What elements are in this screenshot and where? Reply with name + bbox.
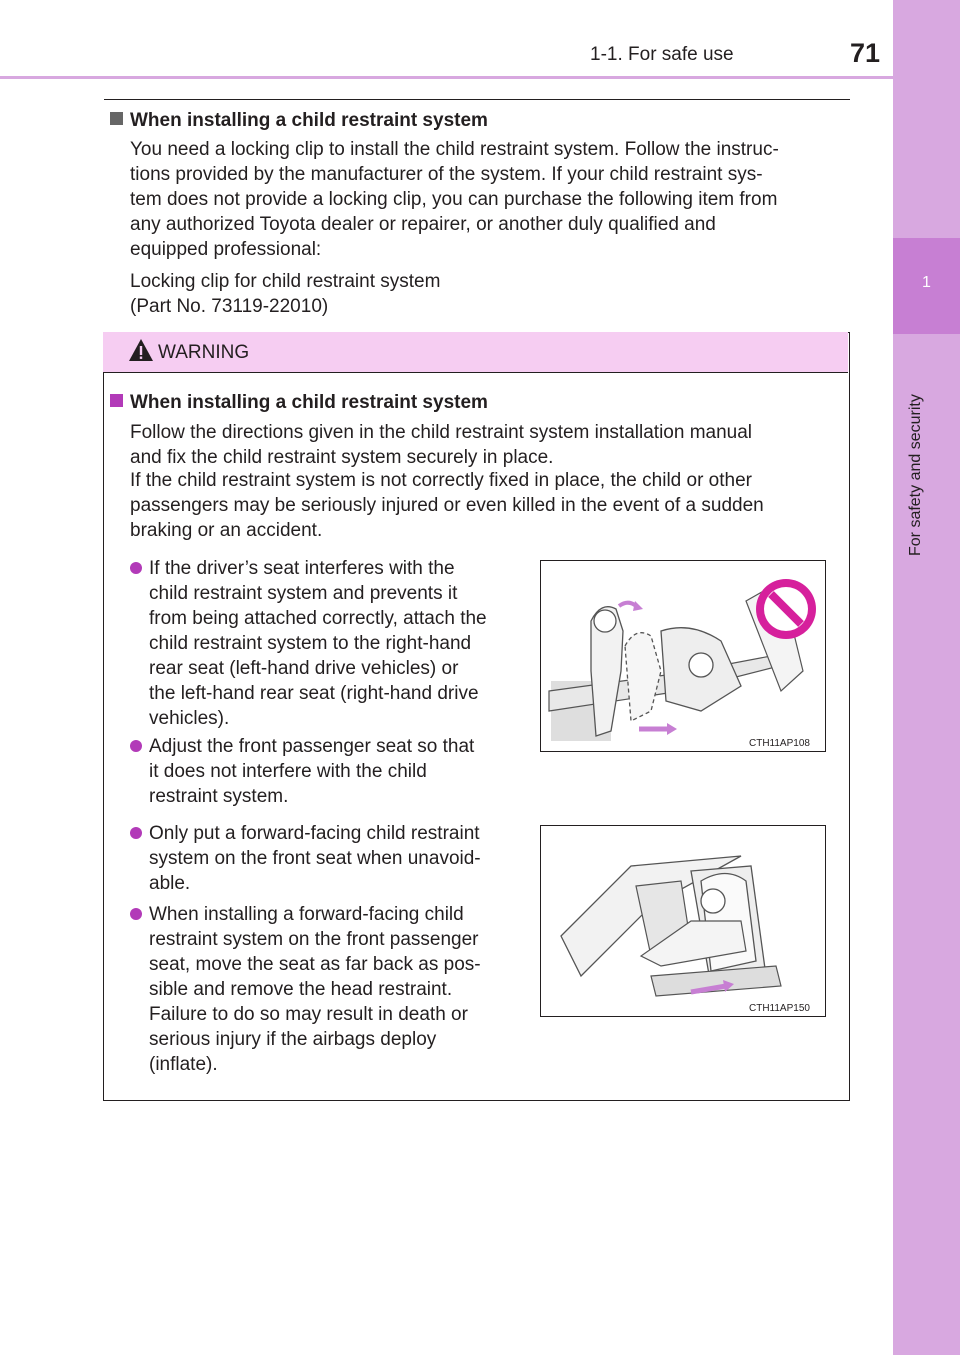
warning-line-5: braking or an accident.	[130, 520, 323, 541]
part-name: Locking clip for child restraint system	[130, 271, 441, 292]
intro-line-3: tem does not provide a locking clip, you can purchase the following item from	[130, 189, 778, 210]
bullet-line: If the driver’s seat interferes with the	[149, 558, 455, 579]
chapter-label: For safety and security	[907, 394, 924, 556]
warning-line-3: If the child restraint system is not correctly fixed in place, the child or other	[130, 470, 752, 491]
chapter-number: 1	[922, 274, 931, 291]
bullet-line: rear seat (left-hand drive vehicles) or	[149, 658, 459, 679]
section-title: 1-1. For safe use	[590, 44, 734, 65]
bullet-line: able.	[149, 873, 191, 894]
bullet-item	[130, 821, 520, 896]
bullet-line: child restraint system to the right-hand	[149, 633, 472, 654]
figure-rear-seat-interference	[540, 560, 826, 752]
bullet-line: system on the front seat when unavoid-	[149, 848, 481, 869]
chapter-label-wrapper	[903, 356, 927, 556]
square-bullet-icon	[110, 394, 123, 407]
bullet-line: (inflate).	[149, 1054, 218, 1075]
warning-title: WARNING	[158, 342, 250, 363]
bullet-line: it does not interfere with the child	[149, 761, 427, 782]
bullet-line: serious injury if the airbags deploy	[149, 1029, 437, 1050]
bullet-line: When installing a forward-facing child	[149, 904, 464, 925]
intro-line-2: tions provided by the manufacturer of the system. If your child restraint sys-	[130, 164, 763, 185]
warning-line-2: and fix the child restraint system securely in place.	[130, 447, 554, 468]
bullet-item	[130, 902, 520, 1077]
warning-line-1: Follow the directions given in the child restraint system installation manual	[130, 422, 753, 443]
bullet-dot-icon	[130, 740, 142, 752]
square-bullet-icon	[110, 112, 123, 125]
header-divider	[0, 76, 893, 79]
figure-code: CTH11AP150	[749, 1003, 810, 1014]
bullet-line: the left-hand rear seat (right-hand drive	[149, 683, 479, 704]
bullet-line: sible and remove the head restraint.	[149, 979, 453, 1000]
part-number: (Part No. 73119-22010)	[130, 296, 329, 317]
warning-triangle-icon	[128, 338, 154, 362]
section-heading	[110, 110, 488, 132]
content-top-rule	[104, 99, 850, 100]
page-number: 71	[850, 38, 881, 68]
section-heading-text: When installing a child restraint system	[130, 110, 488, 131]
warning-line-4: passengers may be seriously injured or even killed in the event of a sudden	[130, 495, 764, 516]
bullet-line: restraint system.	[149, 786, 289, 807]
bullet-line: restraint system on the front passenger	[149, 929, 479, 950]
bullet-line: seat, move the seat as far back as pos-	[149, 954, 481, 975]
illustration-driver-seat-icon	[541, 561, 825, 751]
bullet-dot-icon	[130, 562, 142, 574]
bullet-dot-icon	[130, 827, 142, 839]
figure-code: CTH11AP108	[749, 738, 810, 749]
bullet-item	[130, 556, 520, 731]
bullet-line: Adjust the front passenger seat so that	[149, 736, 475, 757]
bullet-item	[130, 734, 520, 809]
illustration-forward-facing-seat-icon	[541, 826, 825, 1016]
bullet-line: Failure to do so may result in death or	[149, 1004, 468, 1025]
bullet-line: from being attached correctly, attach the	[149, 608, 487, 629]
chapter-number-tab	[893, 238, 960, 334]
bullet-line: child restraint system and prevents it	[149, 583, 458, 604]
warning-heading	[110, 392, 488, 414]
intro-line-5: equipped professional:	[130, 239, 322, 260]
bullet-dot-icon	[130, 908, 142, 920]
chapter-side-tab	[893, 0, 960, 1355]
bullet-line: vehicles).	[149, 708, 230, 729]
intro-line-1: You need a locking clip to install the child restraint system. Follow the instruc-	[130, 139, 779, 160]
warning-heading-text: When installing a child restraint system	[130, 392, 488, 413]
intro-line-4: any authorized Toyota dealer or repairer, or another duly qualified and	[130, 214, 716, 235]
figure-forward-facing-seat	[540, 825, 826, 1017]
bullet-line: Only put a forward-facing child restraint	[149, 823, 480, 844]
